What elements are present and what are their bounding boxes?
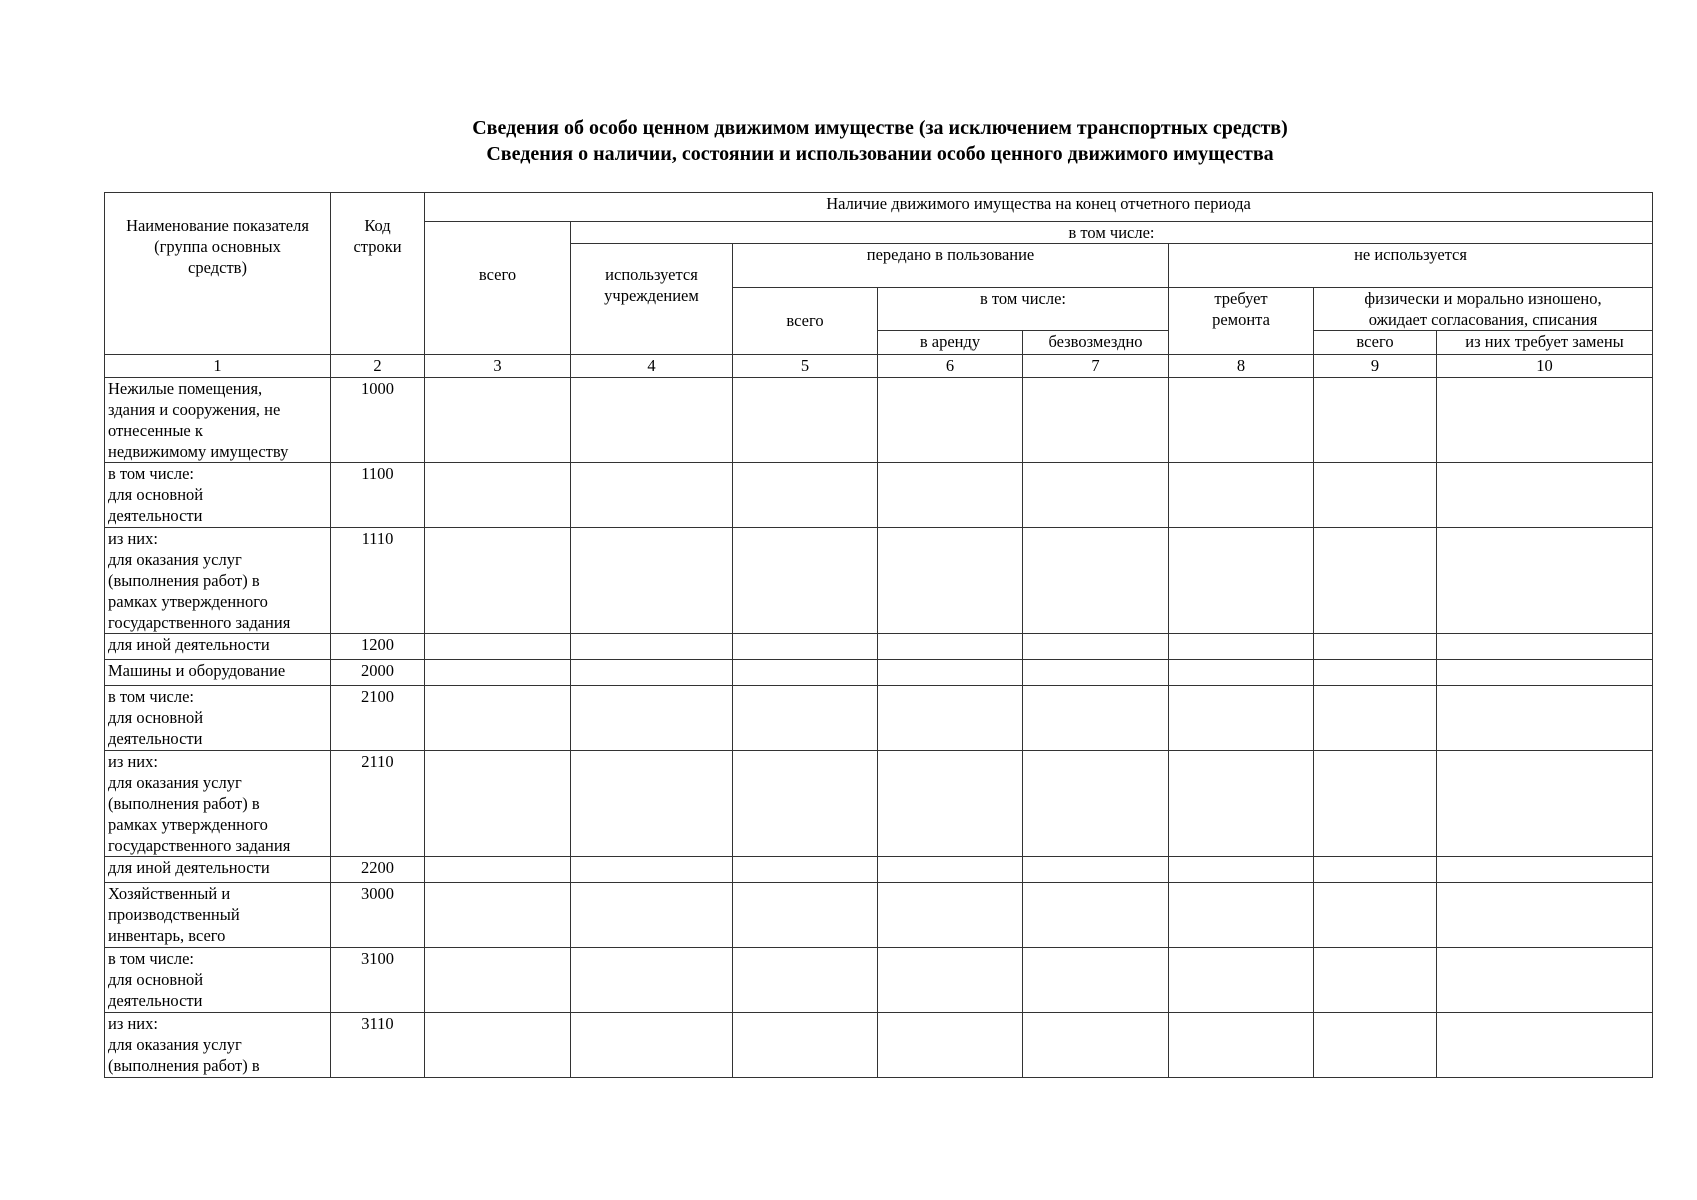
value-cell[interactable] <box>733 634 878 660</box>
column-number: 4 <box>571 355 733 378</box>
row-name-line: в том числе: <box>108 949 195 968</box>
value-cell[interactable] <box>1023 883 1169 948</box>
row-name <box>105 378 331 463</box>
value-cell[interactable] <box>425 948 571 1013</box>
row-name-line: из них: <box>108 1014 158 1033</box>
header-transferred-total: всего <box>733 288 878 355</box>
row-code: 2110 <box>331 751 425 857</box>
value-cell[interactable] <box>733 528 878 634</box>
value-cell[interactable] <box>425 686 571 751</box>
row-name <box>105 686 331 751</box>
row-name-line: для основной <box>108 485 204 504</box>
value-cell[interactable] <box>1023 686 1169 751</box>
value-cell[interactable] <box>571 378 733 463</box>
value-cell[interactable] <box>733 883 878 948</box>
row-code: 3000 <box>331 883 425 948</box>
value-cell[interactable] <box>1169 751 1314 857</box>
row-name-line: в том числе: <box>108 464 195 483</box>
table-row <box>105 463 1653 528</box>
row-code: 1000 <box>331 378 425 463</box>
value-cell[interactable] <box>1023 528 1169 634</box>
value-cell[interactable] <box>425 528 571 634</box>
header-name: Наименование показателя (группа основных средств) <box>105 193 331 355</box>
header-needs-replacement: из них требует замены <box>1437 331 1653 355</box>
value-cell[interactable] <box>1437 686 1653 751</box>
header-transferred: передано в пользование <box>733 244 1169 288</box>
header-worn-out: физически и морально изношено, ожидает согласования, списания <box>1314 288 1653 331</box>
value-cell[interactable] <box>1314 857 1437 883</box>
row-name-line: (выполнения работ) в <box>108 1056 260 1075</box>
value-cell[interactable] <box>1023 634 1169 660</box>
value-cell[interactable] <box>1169 463 1314 528</box>
row-name-line: для иной деятельности <box>108 858 270 877</box>
value-cell[interactable] <box>1169 686 1314 751</box>
row-name-line: для иной деятельности <box>108 635 270 654</box>
row-name-line: рамках утвержденного <box>108 815 268 834</box>
row-name <box>105 883 331 948</box>
value-cell[interactable] <box>878 948 1023 1013</box>
value-cell[interactable] <box>878 883 1023 948</box>
value-cell[interactable] <box>878 660 1023 686</box>
value-cell[interactable] <box>733 378 878 463</box>
value-cell[interactable] <box>571 660 733 686</box>
value-cell[interactable] <box>1437 751 1653 857</box>
row-name-line: деятельности <box>108 729 203 748</box>
column-number: 10 <box>1437 355 1653 378</box>
value-cell[interactable] <box>571 948 733 1013</box>
row-name-line: деятельности <box>108 991 203 1010</box>
value-cell[interactable] <box>1437 378 1653 463</box>
table-row <box>105 378 1653 463</box>
row-name-line: для оказания услуг <box>108 1035 242 1054</box>
header-total: всего <box>425 222 571 355</box>
value-cell[interactable] <box>733 1013 878 1078</box>
row-name-line: отнесенные к <box>108 421 203 440</box>
header-rent: в аренду <box>878 331 1023 355</box>
column-number: 9 <box>1314 355 1437 378</box>
value-cell[interactable] <box>1314 751 1437 857</box>
value-cell[interactable] <box>1437 883 1653 948</box>
row-name-line: производственный <box>108 905 240 924</box>
row-name-line: государственного задания <box>108 613 291 632</box>
value-cell[interactable] <box>878 857 1023 883</box>
row-name-line: рамках утвержденного <box>108 592 268 611</box>
row-code: 3100 <box>331 948 425 1013</box>
row-name-line: государственного задания <box>108 836 291 855</box>
value-cell[interactable] <box>1169 883 1314 948</box>
row-code: 2200 <box>331 857 425 883</box>
column-numbers-row <box>105 355 1653 378</box>
value-cell[interactable] <box>425 1013 571 1078</box>
table-body <box>105 378 1653 1078</box>
value-cell[interactable] <box>733 686 878 751</box>
table-row <box>105 857 1653 883</box>
row-name <box>105 948 331 1013</box>
row-name-line: из них: <box>108 752 158 771</box>
value-cell[interactable] <box>1169 378 1314 463</box>
row-name-line: (выполнения работ) в <box>108 571 260 590</box>
column-number: 7 <box>1023 355 1169 378</box>
value-cell[interactable] <box>1169 528 1314 634</box>
row-name-line: для основной <box>108 708 204 727</box>
value-cell[interactable] <box>733 857 878 883</box>
value-cell[interactable] <box>1437 1013 1653 1078</box>
value-cell[interactable] <box>1023 378 1169 463</box>
value-cell[interactable] <box>1169 1013 1314 1078</box>
row-name-line: для оказания услуг <box>108 550 242 569</box>
row-name-line: для оказания услуг <box>108 773 242 792</box>
value-cell[interactable] <box>1023 660 1169 686</box>
row-name-line: в том числе: <box>108 687 195 706</box>
title-line-1: Сведения об особо ценном движимом имуществе (за исключением транспортных средств) <box>472 117 1288 139</box>
header-code: Код строки <box>331 193 425 355</box>
value-cell[interactable] <box>1023 463 1169 528</box>
value-cell[interactable] <box>1437 948 1653 1013</box>
value-cell[interactable] <box>1023 1013 1169 1078</box>
row-name-line: Машины и оборудование <box>108 661 286 680</box>
value-cell[interactable] <box>571 463 733 528</box>
value-cell[interactable] <box>1314 948 1437 1013</box>
value-cell[interactable] <box>733 463 878 528</box>
value-cell[interactable] <box>1314 883 1437 948</box>
header-availability: Наличие движимого имущества на конец отчетного периода <box>425 193 1653 222</box>
row-name-line: из них: <box>108 529 158 548</box>
row-name-line: (выполнения работ) в <box>108 794 260 813</box>
header-worn-total: всего <box>1314 331 1437 355</box>
value-cell[interactable] <box>571 751 733 857</box>
value-cell[interactable] <box>733 948 878 1013</box>
value-cell[interactable] <box>425 634 571 660</box>
table-row <box>105 948 1653 1013</box>
value-cell[interactable] <box>1023 751 1169 857</box>
header-transferred-including: в том числе: <box>878 288 1169 331</box>
value-cell[interactable] <box>1169 660 1314 686</box>
header-needs-repair: требует ремонта <box>1169 288 1314 355</box>
value-cell[interactable] <box>1314 1013 1437 1078</box>
table-row <box>105 634 1653 660</box>
row-name-line: здания и сооружения, не <box>108 400 281 419</box>
row-name <box>105 751 331 857</box>
value-cell[interactable] <box>571 883 733 948</box>
value-cell[interactable] <box>425 857 571 883</box>
value-cell[interactable] <box>878 686 1023 751</box>
value-cell[interactable] <box>571 528 733 634</box>
row-name-line: недвижимому имуществу <box>108 442 289 461</box>
value-cell[interactable] <box>878 528 1023 634</box>
value-cell[interactable] <box>733 751 878 857</box>
column-number: 2 <box>331 355 425 378</box>
row-name <box>105 634 331 660</box>
row-name <box>105 528 331 634</box>
value-cell[interactable] <box>1169 857 1314 883</box>
value-cell[interactable] <box>1437 634 1653 660</box>
value-cell[interactable] <box>1437 660 1653 686</box>
column-number: 8 <box>1169 355 1314 378</box>
value-cell[interactable] <box>878 634 1023 660</box>
column-number: 3 <box>425 355 571 378</box>
value-cell[interactable] <box>425 378 571 463</box>
row-code: 2000 <box>331 660 425 686</box>
value-cell[interactable] <box>425 660 571 686</box>
column-number: 1 <box>105 355 331 378</box>
column-number: 5 <box>733 355 878 378</box>
row-name-line: для основной <box>108 970 204 989</box>
row-name <box>105 463 331 528</box>
value-cell[interactable] <box>1314 634 1437 660</box>
value-cell[interactable] <box>571 857 733 883</box>
row-name <box>105 660 331 686</box>
header-used-by-institution: используется учреждением <box>571 244 733 355</box>
value-cell[interactable] <box>571 1013 733 1078</box>
row-code: 1100 <box>331 463 425 528</box>
header-including: в том числе: <box>571 222 1653 244</box>
value-cell[interactable] <box>1314 528 1437 634</box>
value-cell[interactable] <box>425 463 571 528</box>
value-cell[interactable] <box>1023 857 1169 883</box>
value-cell[interactable] <box>1314 660 1437 686</box>
row-code: 1110 <box>331 528 425 634</box>
value-cell[interactable] <box>1437 857 1653 883</box>
value-cell[interactable] <box>1437 463 1653 528</box>
row-code: 2100 <box>331 686 425 751</box>
value-cell[interactable] <box>1314 463 1437 528</box>
value-cell[interactable] <box>1169 948 1314 1013</box>
value-cell[interactable] <box>425 883 571 948</box>
value-cell[interactable] <box>1023 948 1169 1013</box>
value-cell[interactable] <box>1314 378 1437 463</box>
row-code: 3110 <box>331 1013 425 1078</box>
value-cell[interactable] <box>878 463 1023 528</box>
value-cell[interactable] <box>425 751 571 857</box>
value-cell[interactable] <box>1169 634 1314 660</box>
table-row <box>105 686 1653 751</box>
value-cell[interactable] <box>571 634 733 660</box>
value-cell[interactable] <box>733 660 878 686</box>
row-name-line: Хозяйственный и <box>108 884 231 903</box>
title-block <box>0 115 1697 167</box>
row-name-line: Нежилые помещения, <box>108 379 263 398</box>
table-row <box>105 660 1653 686</box>
title-line-2: Сведения о наличии, состоянии и использовании особо ценного движимого имущества <box>486 143 1274 165</box>
row-name <box>105 1013 331 1078</box>
value-cell[interactable] <box>571 686 733 751</box>
header-not-used: не используется <box>1169 244 1653 288</box>
row-name-line: инвентарь, всего <box>108 926 226 945</box>
value-cell[interactable] <box>878 378 1023 463</box>
table-row <box>105 528 1653 634</box>
row-name <box>105 857 331 883</box>
table-row <box>105 751 1653 857</box>
value-cell[interactable] <box>1314 686 1437 751</box>
column-number: 6 <box>878 355 1023 378</box>
value-cell[interactable] <box>1437 528 1653 634</box>
table-row <box>105 1013 1653 1078</box>
row-code: 1200 <box>331 634 425 660</box>
header-free: безвозмездно <box>1023 331 1169 355</box>
value-cell[interactable] <box>878 751 1023 857</box>
value-cell[interactable] <box>878 1013 1023 1078</box>
row-name-line: деятельности <box>108 506 203 525</box>
table-row <box>105 883 1653 948</box>
property-table <box>104 192 1653 1078</box>
